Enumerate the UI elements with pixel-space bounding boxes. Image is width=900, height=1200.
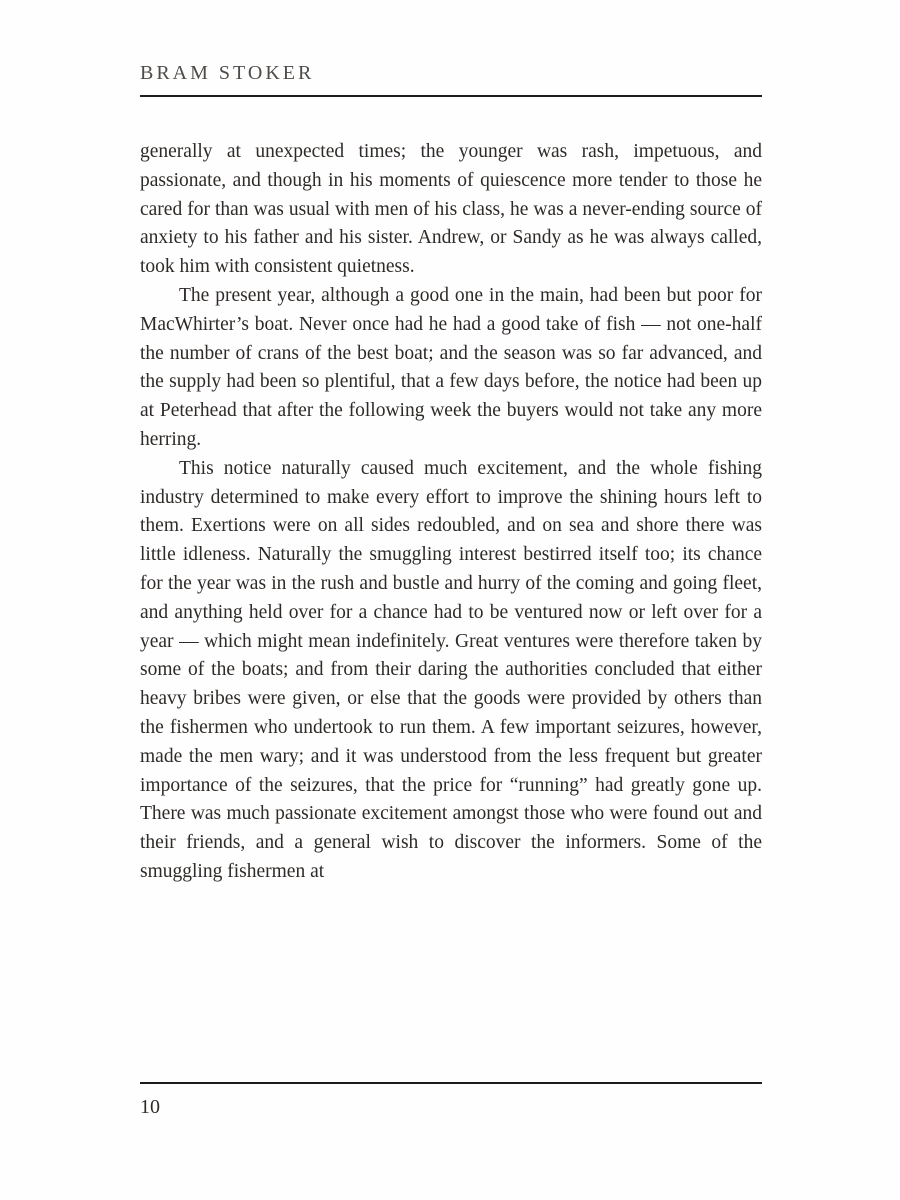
running-header — [140, 62, 762, 97]
page-body-text — [140, 138, 762, 887]
author-name: BRAM STOKER — [140, 62, 315, 84]
paragraph: The present year, although a good one in the main, had been but poor for MacWhirter’s boat. Never once had he had a good take of fish — not one-half the number of crans of the best boat; and the season was so far advanced, and the supply had been so plentiful, that a few days before, the notice had been up at Peterhead that after the following week the buyers would not take any more herring. — [140, 284, 762, 450]
paragraph: generally at unexpected times; the younger was rash, impetuous, and passionate, and though in his moments of quiescence more tender to those he cared for than was usual with men of his class, he was a never-ending source of anxiety to his father and his sister. Andrew, or Sandy as he was always called, took him with consistent quietness. — [140, 141, 762, 278]
footer-rule — [140, 1082, 762, 1084]
page-number: 10 — [140, 1096, 160, 1118]
paragraph: This notice naturally caused much excitement, and the whole fishing industry determined to make every effort to improve the shining hours left to them. Exertions were on all sides redoubled, and on sea and shore there was little idleness. Naturally the smuggling interest bestirred itself too; its chance for the year was in the rush and bustle and hurry of the coming and going fleet, and anything held over for a chance had to be ventured now or left over for a year — which might mean indefinitely. Great ventures were therefore taken by some of the boats; and from their daring the authorities concluded that either heavy bribes were given, or else that the goods were provided by others than the fishermen who undertook to run them. A few important seizures, however, made the men wary; and it was understood from the less frequent but greater importance of the seizures, that the price for “running” had greatly gone up. There was much passionate excitement amongst those who were found out and their friends, and a general wish to discover the informers. Some of the smuggling fishermen at — [140, 457, 762, 882]
